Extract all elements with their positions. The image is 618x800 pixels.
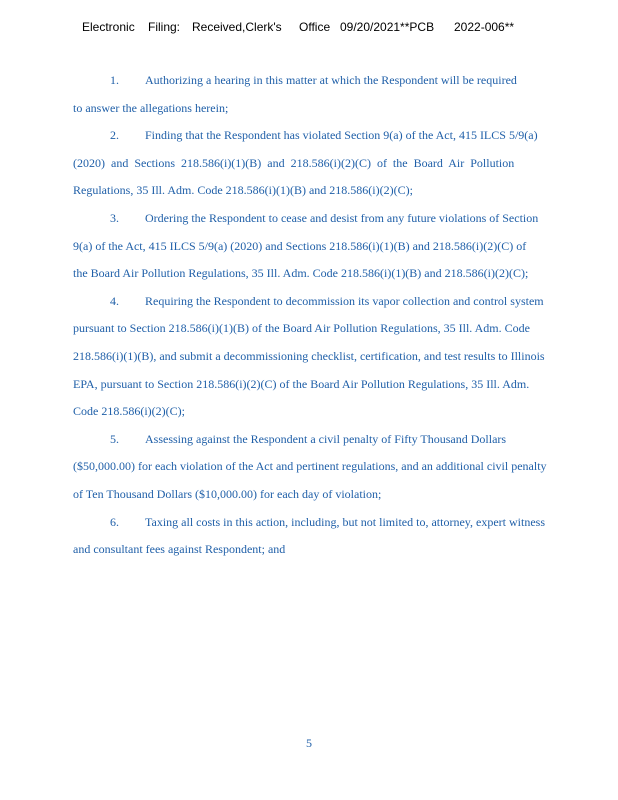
paragraph-3 — [73, 208, 613, 291]
paragraph-line — [73, 70, 613, 98]
paragraph-line: (2020) and Sections 218.586(i)(1)(B) and 218.586(i)(2)(C) of the Board Air Pollution — [73, 155, 515, 170]
paragraph-line — [73, 512, 613, 540]
paragraph-line: EPA, pursuant to Section 218.586(i)(2)(C) of the Board Air Pollution Regulations, 35 Ill. Adm. — [73, 376, 530, 391]
paragraph-number: 2. — [110, 128, 119, 143]
paragraph-2 — [73, 125, 613, 208]
paragraph-text: Authorizing a hearing in this matter at which the Respondent will be required — [145, 73, 517, 87]
paragraph-text: Taxing all costs in this action, including, but not limited to, attorney, expert witness — [145, 514, 545, 529]
paragraph-line: Code 218.586(i)(2)(C); — [73, 404, 185, 419]
paragraph-line: ($50,000.00) for each violation of the Act and pertinent regulations, and an additional civil penalty — [73, 459, 547, 474]
paragraph-line: to answer the allegations herein; — [73, 100, 229, 115]
paragraph-line — [73, 208, 613, 236]
paragraph-text: Finding that the Respondent has violated Section 9(a) of the Act, 415 ILCS 5/9(a) — [145, 128, 538, 143]
paragraph-line: and consultant fees against Respondent; and — [73, 542, 286, 557]
paragraph-line: 218.586(i)(1)(B), and submit a decommissioning checklist, certification, and test results to Illinois — [73, 348, 545, 363]
paragraph-line: pursuant to Section 218.586(i)(1)(B) of the Board Air Pollution Regulations, 35 Ill. Adm. Code — [73, 321, 530, 336]
header-electronic: Electronic — [82, 20, 135, 34]
header-case-number: 2022-006** — [454, 20, 515, 34]
paragraph-line — [73, 429, 613, 457]
paragraph-number: 1. — [110, 73, 119, 87]
paragraph-1 — [73, 70, 613, 125]
paragraph-5 — [73, 429, 613, 512]
paragraph-line — [73, 125, 613, 153]
paragraph-text: Requiring the Respondent to decommission its vapor collection and control system — [145, 293, 544, 308]
document-body — [73, 70, 613, 567]
header-date: 09/20/2021**PCB — [340, 20, 435, 34]
paragraph-line — [73, 291, 613, 319]
paragraph-line: of Ten Thousand Dollars ($10,000.00) for each day of violation; — [73, 486, 382, 501]
paragraph-number: 5. — [110, 431, 119, 446]
paragraph-4 — [73, 291, 613, 429]
paragraph-number: 6. — [110, 514, 119, 529]
paragraph-line: Regulations, 35 Ill. Adm. Code 218.586(i)(1)(B) and 218.586(i)(2)(C); — [73, 183, 413, 198]
header-office: Office — [299, 20, 331, 34]
paragraph-line: 9(a) of the Act, 415 ILCS 5/9(a) (2020) and Sections 218.586(i)(1)(B) and 218.586(i)(2)(C) of — [73, 238, 527, 253]
paragraph-text: Assessing against the Respondent a civil penalty of Fifty Thousand Dollars — [145, 431, 507, 446]
paragraph-6 — [73, 512, 613, 567]
paragraph-line: the Board Air Pollution Regulations, 35 Ill. Adm. Code 218.586(i)(1)(B) and 218.586(i)(2)(C); — [73, 266, 529, 281]
header-received: Received,Clerk's — [192, 20, 282, 34]
header-filing: Filing: — [148, 20, 181, 34]
page-number: 5 — [306, 736, 312, 750]
paragraph-number: 3. — [110, 210, 119, 225]
paragraph-text: Ordering the Respondent to cease and desist from any future violations of Section — [145, 210, 539, 225]
paragraph-number: 4. — [110, 293, 119, 308]
